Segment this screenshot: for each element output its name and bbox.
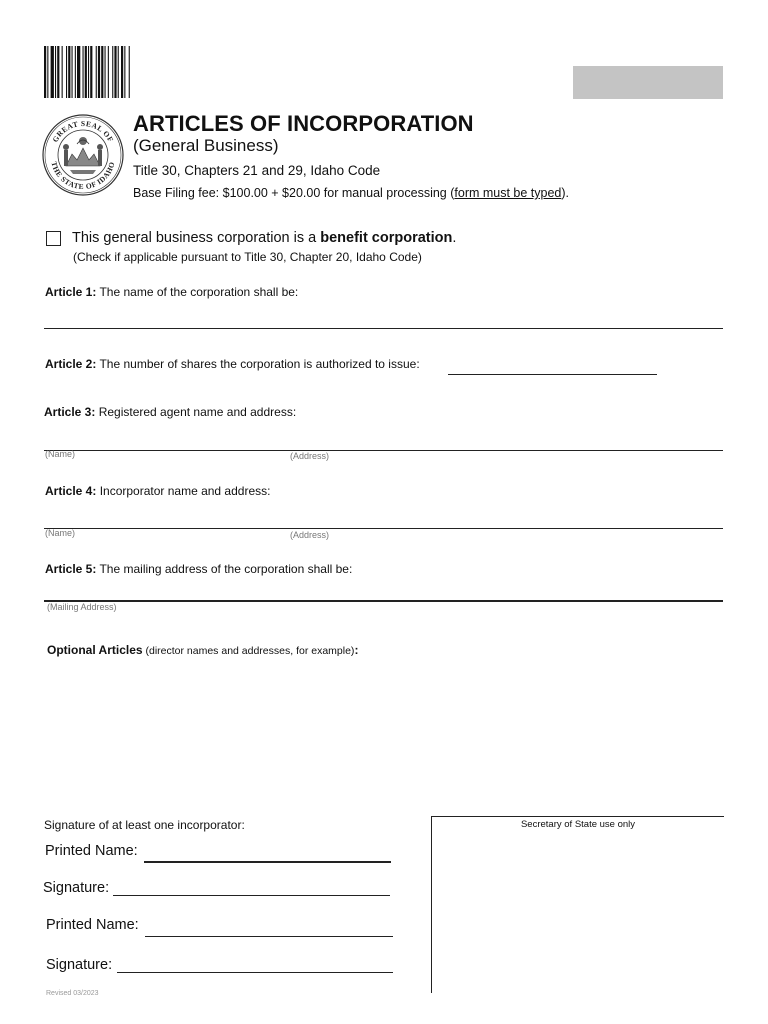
article-2-heading: Article 2: — [45, 357, 97, 371]
authorized-shares-field[interactable] — [448, 374, 657, 375]
revision-date: Revised 03/2023 — [46, 990, 99, 997]
optional-articles-label — [47, 643, 358, 657]
mailing-address-label: (Mailing Address) — [47, 602, 117, 612]
optional-articles-colon: : — [354, 643, 359, 657]
incorporator-field[interactable] — [44, 528, 723, 529]
article-2-text: The number of shares the corporation is authorized to issue: — [96, 357, 420, 371]
signature-field-2[interactable] — [117, 972, 393, 973]
optional-articles-area[interactable] — [44, 664, 723, 804]
agent-address-label: (Address) — [290, 451, 330, 461]
benefit-corporation-checkbox[interactable] — [46, 231, 61, 246]
article-5-label — [45, 562, 352, 576]
form-subtitle: (General Business) — [133, 136, 279, 155]
corporation-name-field[interactable] — [44, 328, 723, 329]
printed-name-field-1[interactable] — [144, 861, 391, 863]
printed-name-field-2[interactable] — [145, 936, 393, 937]
office-use-box — [431, 816, 724, 993]
article-5-heading: Article 5: — [45, 562, 97, 576]
article-1-text: The name of the corporation shall be: — [96, 285, 299, 299]
optional-articles-text: (director names and addresses, for example) — [142, 645, 355, 657]
benefit-corporation-label — [72, 230, 456, 246]
signature-label-1: Signature: — [43, 880, 110, 896]
article-1-label — [45, 285, 298, 299]
seal-top-text: GREAT SEAL OF — [50, 118, 116, 144]
registered-agent-field[interactable] — [44, 450, 723, 451]
article-2-label — [45, 357, 420, 371]
article-3-heading: Article 3: — [44, 405, 96, 419]
incorporator-address-label: (Address) — [290, 530, 330, 540]
seal-bottom-text: THE STATE OF IDAHO — [49, 160, 117, 192]
agent-name-label: (Name) — [45, 449, 76, 459]
signature-label-2: Signature: — [46, 957, 113, 973]
article-3-text: Registered agent name and address: — [95, 405, 297, 419]
article-5-text: The mailing address of the corporation shall be: — [96, 562, 353, 576]
incorporator-name-label: (Name) — [45, 528, 76, 538]
filing-stamp-area — [573, 66, 723, 99]
printed-name-label-1: Printed Name: — [45, 843, 138, 859]
fee-suffix: ). — [561, 186, 570, 200]
printed-name-label-2: Printed Name: — [46, 917, 139, 933]
idaho-seal-icon — [42, 114, 124, 196]
optional-articles-heading: Optional Articles — [47, 643, 143, 657]
article-3-label — [44, 405, 296, 419]
article-4-text: Incorporator name and address: — [96, 484, 271, 498]
benefit-bold: benefit corporation — [320, 230, 453, 246]
code-reference: Title 30, Chapters 21 and 29, Idaho Code — [133, 163, 381, 178]
article-4-heading: Article 4: — [45, 484, 97, 498]
office-use-label: Secretary of State use only — [520, 819, 636, 830]
benefit-suffix: . — [452, 230, 457, 246]
article-1-heading: Article 1: — [45, 285, 97, 299]
benefit-prefix: This general business corporation is a — [72, 230, 321, 246]
mailing-address-field[interactable] — [44, 600, 723, 602]
signature-field-1[interactable] — [113, 895, 390, 896]
signature-caption: Signature of at least one incorporator: — [44, 818, 245, 832]
benefit-corporation-note: (Check if applicable pursuant to Title 30, Chapter 20, Idaho Code) — [73, 250, 422, 264]
barcode-image — [44, 46, 196, 98]
fee-typed-note: form must be typed — [454, 186, 562, 200]
fee-prefix: Base Filing fee: $100.00 + $20.00 for manual processing ( — [133, 186, 455, 200]
filing-fee-text — [133, 186, 569, 200]
form-title: ARTICLES OF INCORPORATION — [133, 111, 474, 136]
article-4-label — [45, 484, 270, 498]
